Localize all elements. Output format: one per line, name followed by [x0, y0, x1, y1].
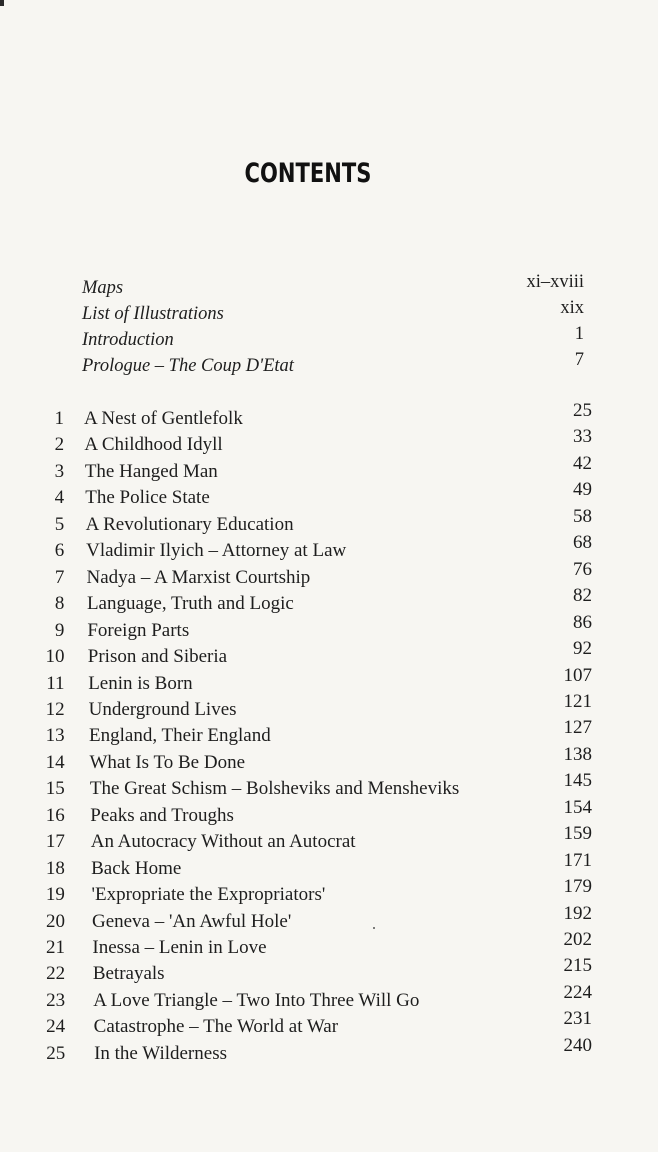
- chapter-title: Geneva – 'An Awful Hole': [91, 910, 292, 932]
- chapter-number: 6: [54, 540, 65, 562]
- chapter-title: Language, Truth and Logic: [86, 593, 294, 615]
- chapter-row: [0, 611, 658, 647]
- chapter-number: 15: [45, 778, 65, 800]
- front-matter-page: 1: [574, 324, 584, 344]
- front-matter-label: Prologue – The Coup D'Etat: [82, 356, 294, 376]
- chapter-page: 58: [573, 505, 592, 527]
- chapter-number: 21: [46, 937, 65, 958]
- chapter-number: 1: [54, 408, 64, 429]
- chapter-page: 215: [563, 955, 592, 977]
- chapter-row: [0, 664, 658, 700]
- chapter-page: 68: [573, 532, 592, 554]
- chapter-title: A Nest of Gentlefolk: [84, 408, 243, 429]
- front-matter-page: 7: [574, 350, 584, 370]
- chapter-row: [0, 770, 658, 805]
- chapter-row: [0, 929, 658, 964]
- chapter-page: 240: [563, 1034, 592, 1056]
- chapter-page: 49: [573, 479, 592, 501]
- chapter-row: [0, 532, 658, 567]
- page-title: CONTENTS: [244, 158, 372, 189]
- chapter-number: 9: [54, 619, 65, 641]
- chapter-page: 138: [563, 743, 592, 765]
- chapter-number: 3: [54, 460, 65, 482]
- chapter-number: 13: [45, 725, 65, 747]
- chapter-title: Vladimir Ilyich – Attorney at Law: [86, 540, 347, 562]
- front-matter-item: [0, 324, 658, 354]
- chapter-row: [0, 717, 658, 752]
- chapter-title: 'Expropriate the Expropriators': [91, 884, 326, 906]
- chapter-row: [0, 1008, 658, 1043]
- chapter-page: 171: [563, 849, 592, 871]
- chapter-number: 10: [45, 646, 65, 668]
- chapter-title: England, Their England: [89, 725, 271, 747]
- chapter-page: 107: [563, 664, 592, 686]
- chapter-title: An Autocracy Without an Autocrat: [90, 831, 356, 853]
- chapter-row: [0, 902, 658, 938]
- chapter-page: 127: [563, 717, 592, 739]
- chapter-row: [0, 690, 658, 726]
- chapter-page: 159: [563, 823, 592, 845]
- chapter-page: 33: [573, 426, 592, 448]
- print-speck: [373, 927, 375, 929]
- chapter-row: [0, 479, 658, 514]
- chapter-page: 92: [573, 638, 592, 660]
- chapter-number: 16: [45, 804, 65, 826]
- chapter-number: 12: [45, 698, 65, 720]
- chapter-title: Nadya – A Marxist Courtship: [86, 566, 311, 588]
- chapter-row: [0, 796, 658, 832]
- chapter-number: 19: [45, 884, 65, 906]
- chapter-row: [0, 558, 658, 594]
- chapter-number: 2: [54, 434, 65, 456]
- chapter-page: 154: [563, 796, 592, 818]
- chapter-number: 4: [54, 487, 65, 509]
- chapter-row: [0, 505, 658, 541]
- chapter-title: Back Home: [91, 857, 182, 879]
- chapter-title: Foreign Parts: [87, 619, 190, 641]
- chapter-number: 11: [46, 672, 65, 694]
- chapter-title: Underground Lives: [88, 698, 237, 720]
- chapter-row: [0, 1034, 658, 1070]
- chapter-row: [0, 955, 658, 990]
- chapter-title: Peaks and Troughs: [90, 804, 234, 826]
- chapter-page: 42: [573, 452, 592, 474]
- front-matter-label: Maps: [82, 278, 124, 298]
- front-matter-label: List of Illustrations: [82, 304, 224, 324]
- chapter-page: 145: [563, 770, 592, 792]
- chapter-number: 20: [45, 910, 65, 932]
- chapter-title: A Revolutionary Education: [85, 513, 294, 535]
- chapter-number: 23: [46, 989, 66, 1011]
- chapter-page: 224: [563, 981, 592, 1003]
- chapter-title: The Hanged Man: [84, 460, 218, 482]
- chapter-number: 8: [54, 593, 65, 615]
- chapter-row: [0, 452, 658, 488]
- front-matter-label: Introduction: [82, 330, 174, 350]
- chapter-row: [0, 400, 658, 435]
- chapter-page: 192: [563, 902, 592, 924]
- chapter-page: 202: [563, 929, 592, 950]
- chapter-row: [0, 849, 658, 885]
- chapter-title: Prison and Siberia: [87, 646, 228, 668]
- chapter-title: In the Wilderness: [94, 1042, 227, 1064]
- chapter-number: 7: [54, 566, 65, 588]
- chapter-title: A Love Triangle – Two Into Three Will Go: [93, 989, 420, 1011]
- chapter-row: [0, 823, 658, 858]
- chapter-number: 5: [54, 513, 65, 535]
- chapter-number: 14: [45, 751, 65, 773]
- chapter-page: 179: [563, 876, 592, 898]
- chapter-number: 25: [46, 1042, 66, 1064]
- front-matter-item: [0, 272, 658, 302]
- chapter-page: 86: [573, 611, 592, 633]
- chapter-page: 231: [563, 1008, 592, 1030]
- front-matter-page: xi–xviii: [526, 272, 584, 292]
- chapter-row: [0, 638, 658, 673]
- chapter-row: [0, 876, 658, 911]
- chapter-title: Betrayals: [92, 963, 165, 985]
- front-matter-item: [0, 350, 658, 380]
- front-matter-page: xix: [560, 298, 584, 318]
- chapter-row: [0, 585, 658, 620]
- front-matter-item: [0, 298, 658, 328]
- chapter-row: [0, 981, 658, 1017]
- chapter-number: 18: [45, 857, 65, 879]
- chapter-title: Inessa – Lenin in Love: [92, 937, 267, 958]
- chapter-number: 24: [46, 1016, 66, 1038]
- chapter-page: 25: [573, 400, 592, 421]
- chapter-title: A Childhood Idyll: [84, 434, 223, 456]
- chapter-number: 22: [46, 963, 66, 985]
- chapter-title: The Great Schism – Bolsheviks and Mensheviks: [89, 778, 460, 800]
- chapter-page: 121: [563, 690, 592, 712]
- page-edge-mark: [0, 0, 4, 6]
- chapter-title: Lenin is Born: [88, 672, 193, 694]
- chapter-row: [0, 743, 658, 779]
- chapter-title: Catastrophe – The World at War: [93, 1016, 339, 1038]
- chapter-page: 76: [573, 558, 592, 580]
- chapter-page: 82: [573, 585, 592, 607]
- chapter-title: The Police State: [85, 487, 210, 509]
- chapter-row: [0, 426, 658, 461]
- chapter-number: 17: [45, 831, 65, 853]
- chapter-title: What Is To Be Done: [89, 751, 246, 773]
